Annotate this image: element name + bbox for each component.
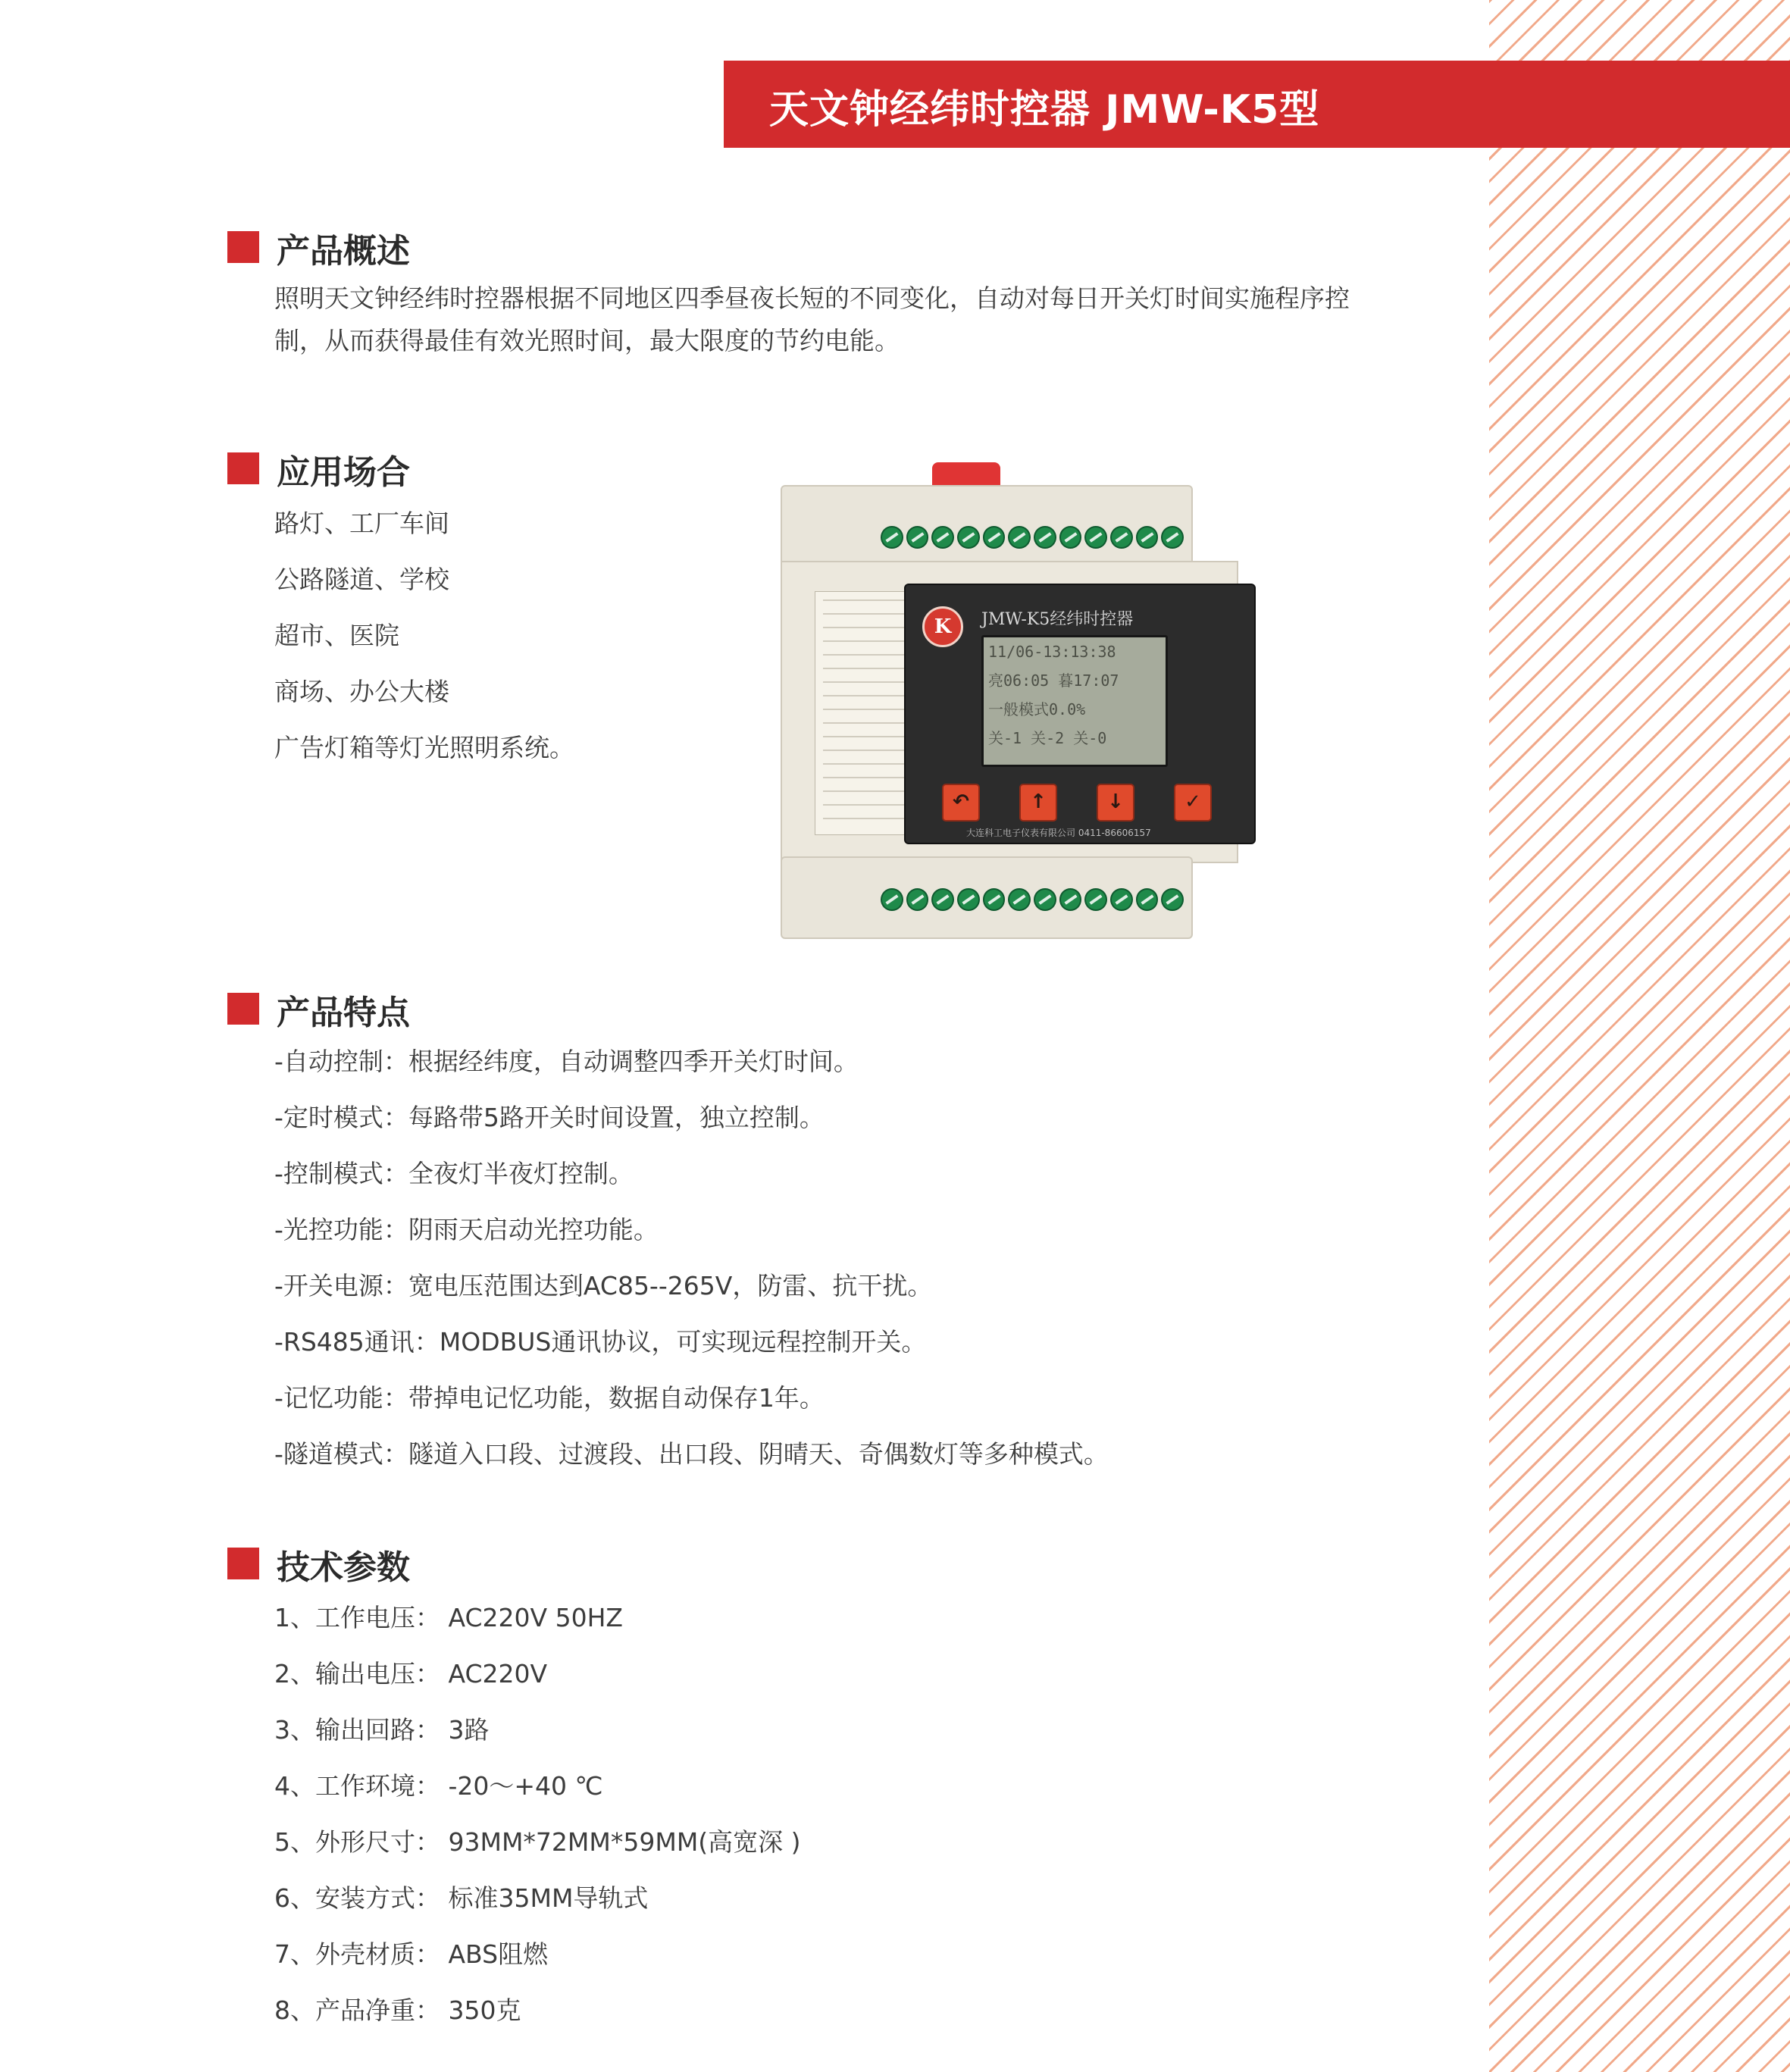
- overview-text: 照明天文钟经纬时控器根据不同地区四季昼夜长短的不同变化，自动对每日开关灯时间实施程序控制，从而获得最佳有效光照时间，最大限度的节约电能。: [274, 283, 1350, 355]
- section-title-features: 产品特点: [277, 994, 410, 1032]
- features-list: [274, 1034, 1109, 1482]
- section-title-overview: 产品概述: [277, 232, 410, 271]
- device-front-panel: [904, 584, 1256, 844]
- section-title-specs: 技术参数: [277, 1548, 410, 1587]
- list-item: 7、外壳材质： ABS阻燃: [274, 1939, 549, 1969]
- lcd-line: 亮06:05 暮17:07: [988, 671, 1119, 690]
- lcd-line: 11/06-13:13:38: [988, 643, 1116, 661]
- page-title: 天文钟经纬时控器 JMW-K5型: [769, 87, 1320, 133]
- lcd-line: 一般模式0.0%: [988, 700, 1086, 718]
- device-model-label: JMW-K5经纬时控器: [981, 610, 1134, 629]
- check-icon: ✓: [1174, 784, 1212, 822]
- back-icon: ↶: [942, 784, 980, 822]
- list-item: 2、输出电压： AC220V: [274, 1659, 548, 1689]
- list-item: -自动控制：根据经纬度，自动调整四季开关灯时间。: [274, 1047, 859, 1076]
- list-item: -光控功能：阴雨天启动光控功能。: [274, 1215, 659, 1244]
- applications-list: [274, 496, 574, 776]
- list-item: -RS485通讯：MODBUS通讯协议，可实现远程控制开关。: [274, 1327, 927, 1357]
- lcd-line: 关-1 关-2 关-0: [988, 729, 1107, 747]
- list-item: 广告灯箱等灯光照明系统。: [274, 733, 574, 762]
- list-item: -控制模式：全夜灯半夜灯控制。: [274, 1159, 634, 1188]
- specs-list: [274, 1590, 801, 2039]
- list-item: 8、产品净重： 350克: [274, 1995, 521, 2025]
- lcd-screen: [981, 635, 1168, 767]
- release-tab: [932, 462, 1000, 487]
- list-item: 4、工作环境： -20～+40 ℃: [274, 1771, 603, 1801]
- bottom-terminal-block: [781, 856, 1193, 939]
- list-item: 公路隧道、学校: [274, 565, 449, 594]
- list-item: 商场、办公大楼: [274, 677, 449, 706]
- title-banner: [724, 61, 1790, 148]
- decorative-stripes: [1489, 0, 1790, 2072]
- device-footer-text: 大连科工电子仪表有限公司 0411-86606157: [966, 828, 1151, 838]
- list-item: -隧道模式：隧道入口段、过渡段、出口段、阴晴天、奇偶数灯等多种模式。: [274, 1439, 1109, 1469]
- down-arrow-icon: ↓: [1097, 784, 1134, 822]
- list-item: -定时模式：每路带5路开关时间设置，独立控制。: [274, 1103, 825, 1132]
- list-item: 1、工作电压： AC220V 50HZ: [274, 1603, 623, 1632]
- list-item: 3、输出回路： 3路: [274, 1715, 490, 1745]
- terminal-row: [881, 526, 1184, 550]
- list-item: -开关电源：宽电压范围达到AC85--265V，防雷、抗干扰。: [274, 1271, 933, 1300]
- list-item: 6、安装方式： 标准35MM导轨式: [274, 1883, 649, 1913]
- product-image: [781, 462, 1258, 944]
- section-title-applications: 应用场合: [277, 453, 410, 492]
- list-item: 路灯、工厂车间: [274, 509, 449, 538]
- up-arrow-icon: ↑: [1019, 784, 1057, 822]
- list-item: 5、外形尺寸： 93MM*72MM*59MM(高宽深 ): [274, 1827, 801, 1857]
- section-marker: [227, 231, 259, 263]
- top-terminal-block: [781, 485, 1193, 568]
- brand-logo: K: [922, 606, 963, 647]
- section-marker: [227, 452, 259, 484]
- list-item: -记忆功能：带掉电记忆功能，数据自动保存1年。: [274, 1383, 825, 1413]
- list-item: 超市、医院: [274, 621, 399, 650]
- section-marker: [227, 993, 259, 1025]
- terminal-row: [881, 888, 1184, 912]
- section-marker: [227, 1548, 259, 1579]
